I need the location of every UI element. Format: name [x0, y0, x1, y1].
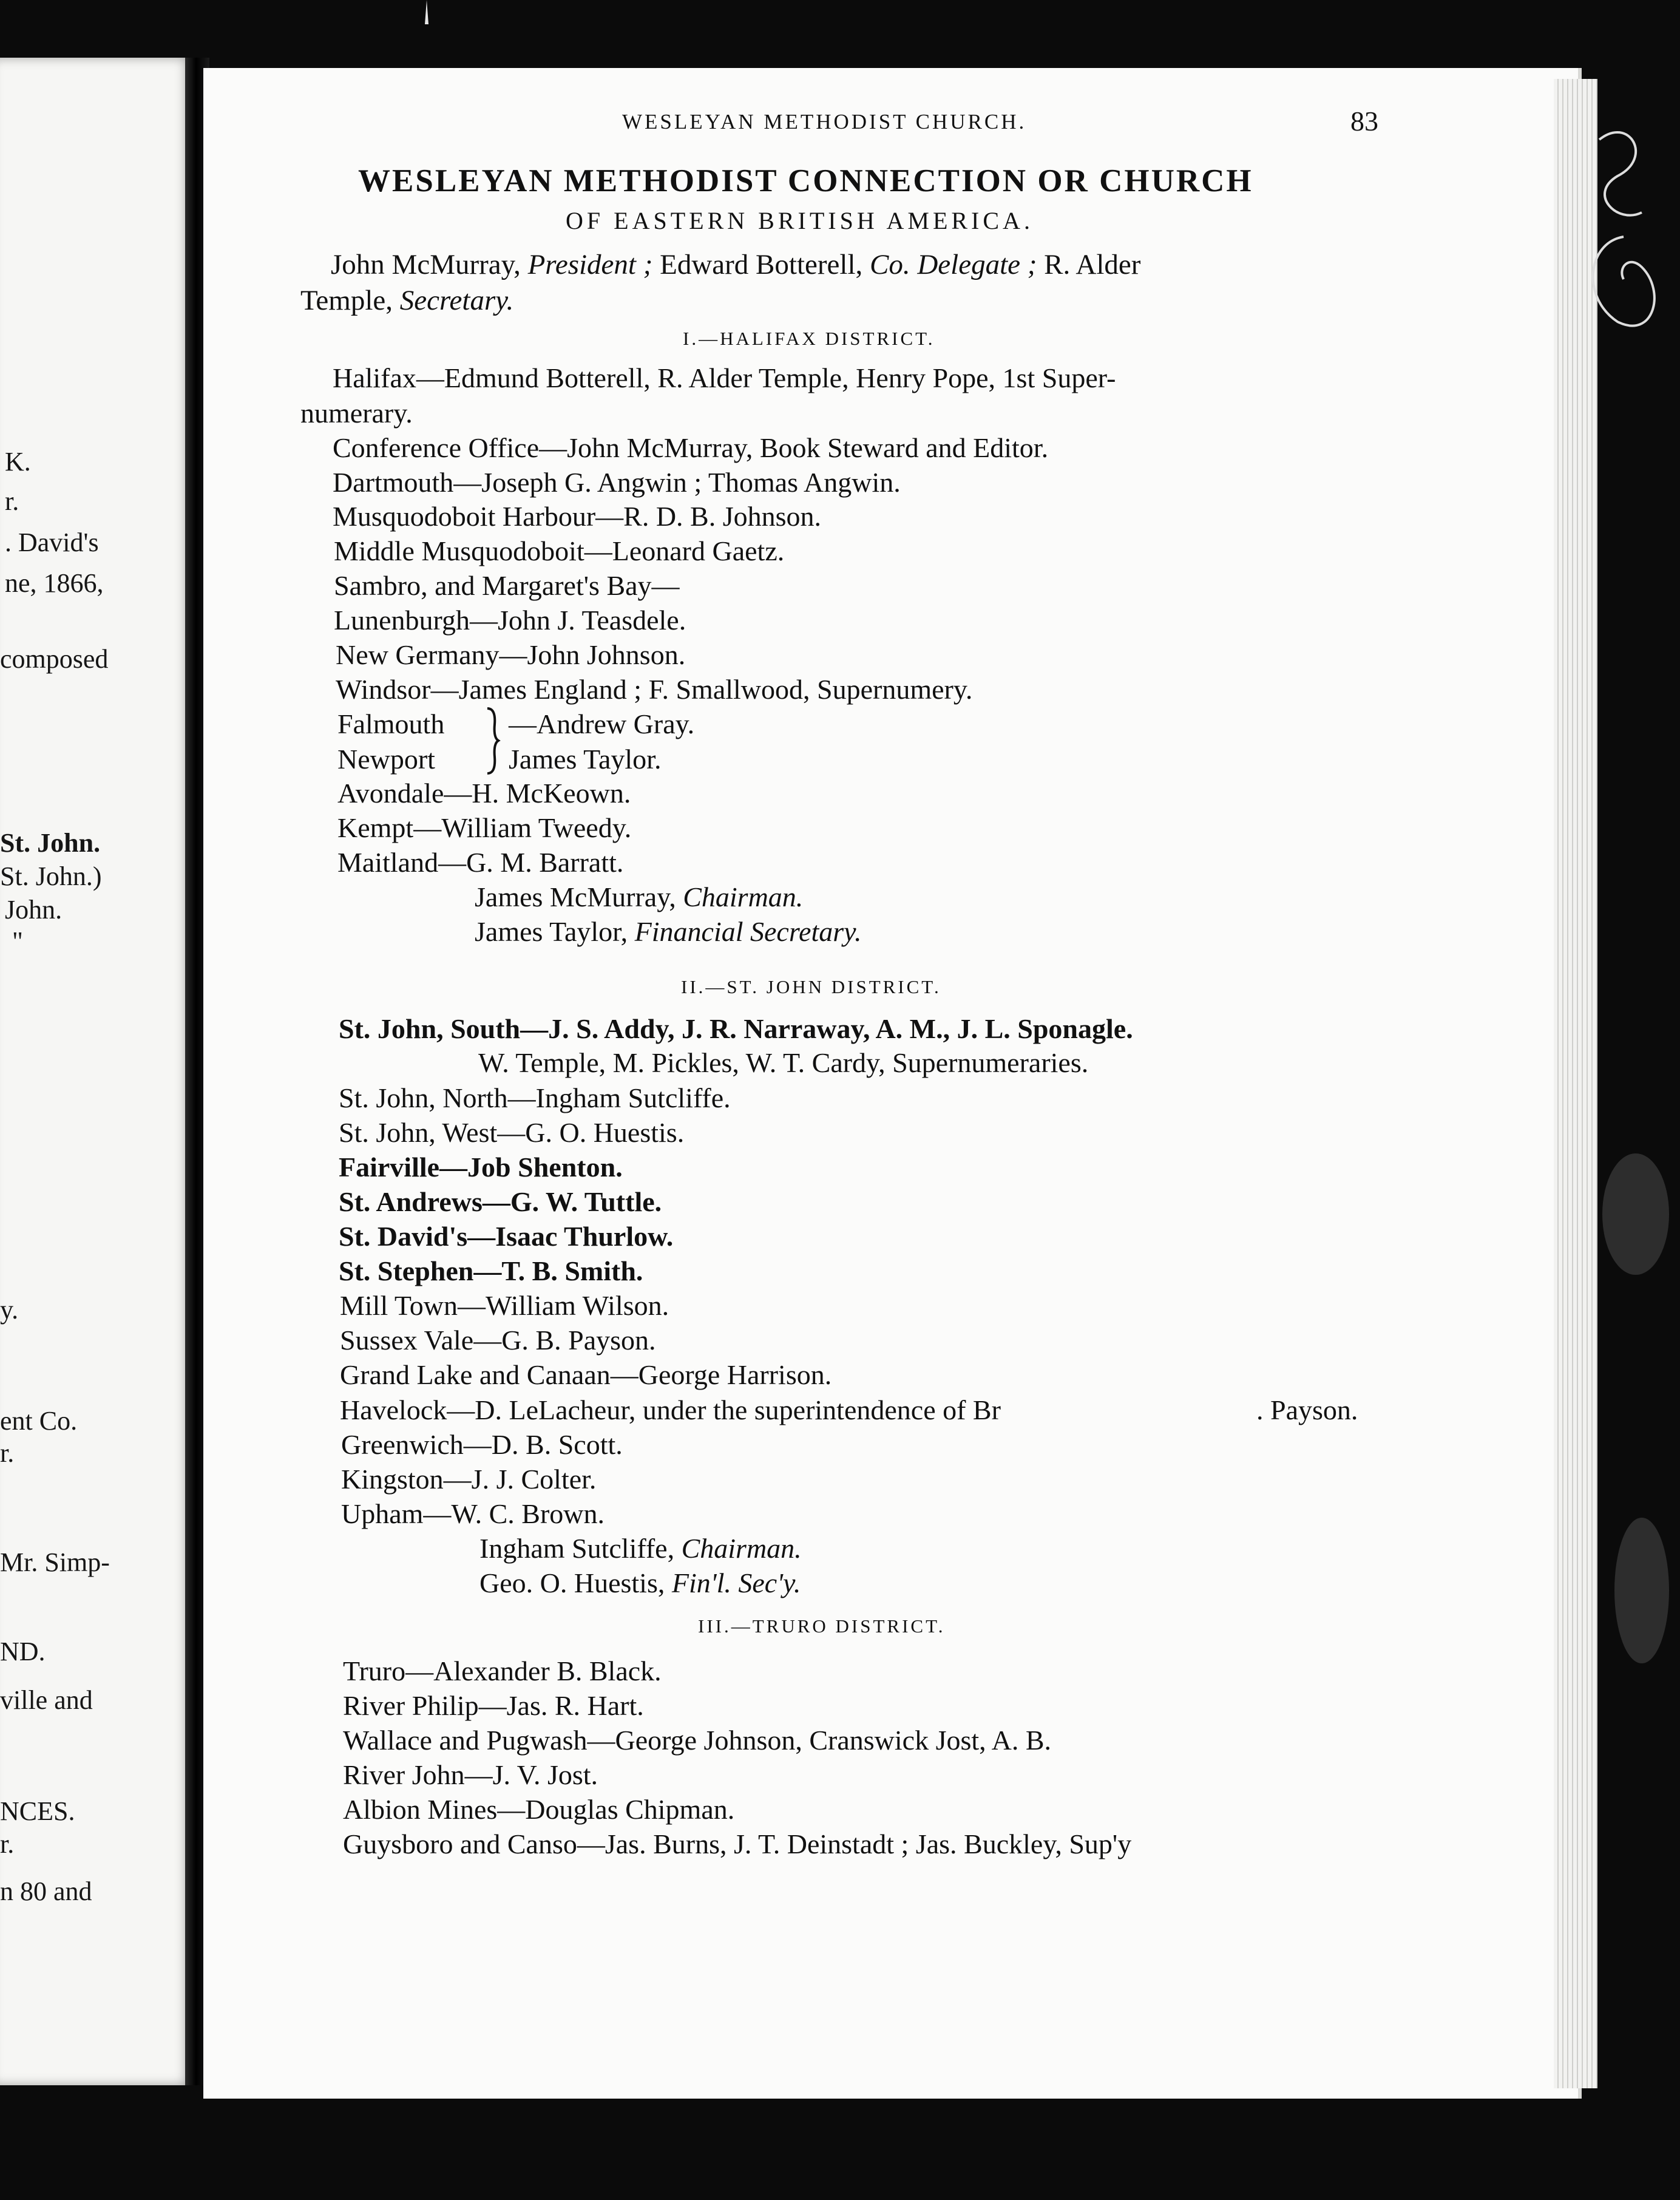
circuit-entry: Mill Town—William Wilson.: [340, 1290, 669, 1321]
circuit-entry: River Philip—Jas. R. Hart.: [343, 1690, 644, 1721]
district-chairman: [479, 1535, 802, 1563]
circuit-entry: Albion Mines—Douglas Chipman.: [343, 1794, 735, 1825]
circuit-entry: Greenwich—D. B. Scott.: [341, 1429, 623, 1460]
scan-speckle: [1614, 1518, 1669, 1663]
circuit-entry: Musquodoboit Harbour—R. D. B. Johnson.: [333, 501, 822, 532]
circuit-entry: Sussex Vale—G. B. Payson.: [340, 1325, 656, 1356]
left-page-fragment: St. John.: [0, 828, 101, 858]
circuit-entry: Conference Office—John McMurray, Book Steward and Editor.: [333, 432, 1049, 463]
circuit-entry: Halifax—Edmund Botterell, R. Alder Temple, Henry Pope, 1st Super-: [333, 362, 1116, 393]
left-page-fragment: composed: [0, 644, 109, 674]
circuit-entry: Sambro, and Margaret's Bay—: [334, 570, 680, 601]
circuit-entry: Newport: [337, 744, 435, 775]
left-page-fragment: John.: [5, 895, 63, 925]
circuit-entry: Falmouth: [337, 708, 445, 739]
circuit-entry: Wallace and Pugwash—George Johnson, Cranswick Jost, A. B.: [343, 1725, 1052, 1756]
left-page-fragment: ": [12, 926, 23, 956]
secretary-role: Financial Secretary.: [634, 916, 862, 947]
circuit-entry: New Germany—John Johnson.: [336, 639, 686, 670]
left-page-fragment: ne, 1866,: [5, 568, 104, 598]
president-role: President ;: [527, 249, 653, 280]
circuit-entry: —Andrew Gray.: [509, 708, 695, 739]
left-page-fragment: ND.: [0, 1637, 46, 1666]
circuit-entry: Dartmouth—Joseph G. Angwin ; Thomas Angwin.: [333, 467, 901, 498]
chairman-role: Chairman.: [683, 881, 804, 912]
circuit-entry: St. Stephen—T. B. Smith.: [339, 1255, 643, 1286]
running-header: WESLEYAN METHODIST CHURCH.: [622, 110, 1027, 134]
chairman-name: Ingham Sutcliffe,: [479, 1533, 675, 1564]
page-title: WESLEYAN METHODIST CONNECTION OR CHURCH: [358, 163, 1253, 199]
circuit-entry: Guysboro and Canso—Jas. Burns, J. T. Deinstadt ; Jas. Buckley, Sup'y: [343, 1828, 1132, 1859]
delegate-name: Edward Botterell,: [660, 249, 863, 280]
circuit-entry: River John—J. V. Jost.: [343, 1759, 598, 1790]
circuit-entry: St. David's—Isaac Thurlow.: [339, 1221, 674, 1252]
district-heading: III.—TRURO DISTRICT.: [698, 1615, 946, 1637]
chairman-name: James McMurray,: [475, 881, 676, 912]
left-page-fragment: r.: [0, 1438, 15, 1468]
circuit-entry: Upham—W. C. Brown.: [341, 1498, 605, 1529]
circuit-entry: Lunenburgh—John J. Teasdele.: [334, 605, 686, 636]
circuit-entry: Fairville—Job Shenton.: [339, 1152, 623, 1183]
circuit-entry: W. Temple, M. Pickles, W. T. Cardy, Supernumeraries.: [478, 1047, 1089, 1078]
officers-line: [331, 251, 1140, 279]
page-subtitle: OF EASTERN BRITISH AMERICA.: [566, 207, 1034, 234]
left-page-edge: [0, 58, 194, 2085]
secretary-name: R. Alder: [1044, 249, 1141, 280]
secretary-name: Geo. O. Huestis,: [479, 1567, 665, 1598]
circuit-entry: St. John, South—J. S. Addy, J. R. Narraway, A. M., J. L. Sponagle.: [339, 1013, 1133, 1044]
left-page-fragment: n 80 and: [0, 1876, 92, 1906]
page-edges: [1554, 79, 1597, 2088]
circuit-entry: Kingston—J. J. Colter.: [341, 1464, 597, 1495]
president-name: John McMurray,: [331, 249, 521, 280]
circuit-entry: St. John, West—G. O. Huestis.: [339, 1117, 685, 1148]
left-page-fragment: Mr. Simp-: [0, 1547, 110, 1577]
circuit-entry: Maitland—G. M. Barratt.: [337, 847, 624, 878]
left-page-fragment: ville and: [0, 1685, 93, 1715]
circuit-entry: Kempt—William Tweedy.: [337, 812, 632, 843]
secretary-name-cont: Temple,: [300, 285, 393, 316]
left-page-fragment: . David's: [5, 528, 99, 557]
left-page-fragment: y.: [0, 1295, 19, 1325]
left-page-fragment: r.: [5, 486, 19, 516]
circuit-entry: St. Andrews—G. W. Tuttle.: [339, 1186, 662, 1217]
secretary-role: Fin'l. Sec'y.: [671, 1567, 801, 1598]
chairman-role: Chairman.: [681, 1533, 802, 1564]
delegate-role: Co. Delegate ;: [870, 249, 1037, 280]
secretary-name: James Taylor,: [475, 916, 628, 947]
circuit-entry: Middle Musquodoboit—Leonard Gaetz.: [334, 535, 785, 566]
left-page-fragment: St. John.): [0, 861, 102, 891]
circuit-entry: St. John, North—Ingham Sutcliffe.: [339, 1082, 731, 1113]
circuit-entry: Avondale—H. McKeown.: [337, 778, 631, 809]
secretary-role: Secretary.: [399, 285, 514, 316]
circuit-entry: Truro—Alexander B. Black.: [343, 1655, 662, 1686]
left-page-fragment: ent Co.: [0, 1406, 78, 1436]
circuit-entry: Windsor—James England ; F. Smallwood, Supernumery.: [336, 674, 973, 705]
district-heading: II.—ST. JOHN DISTRICT.: [681, 976, 941, 997]
district-secretary: [475, 918, 862, 946]
left-page-fragment: K.: [5, 447, 31, 477]
circuit-entry: . Payson.: [1256, 1394, 1358, 1425]
circuit-entry: James Taylor.: [509, 744, 662, 775]
brace-icon: [483, 706, 501, 776]
circuit-entry: Havelock—D. LeLacheur, under the superintendence of Br: [340, 1394, 1001, 1425]
left-page-fragment: r.: [0, 1829, 15, 1859]
district-heading: I.—HALIFAX DISTRICT.: [683, 328, 935, 349]
page-number: 83: [1350, 106, 1378, 137]
scan-speckle: [1602, 1153, 1669, 1275]
left-page-fragment: NCES.: [0, 1796, 75, 1826]
pen-scribble-icon: [1581, 121, 1666, 340]
circuit-entry: Grand Lake and Canaan—George Harrison.: [340, 1359, 832, 1390]
thumb-mark-icon: [418, 0, 436, 36]
circuit-entry: numerary.: [300, 398, 413, 429]
district-chairman: [475, 883, 803, 911]
officers-line-2: [300, 287, 513, 315]
district-secretary: [479, 1569, 801, 1597]
